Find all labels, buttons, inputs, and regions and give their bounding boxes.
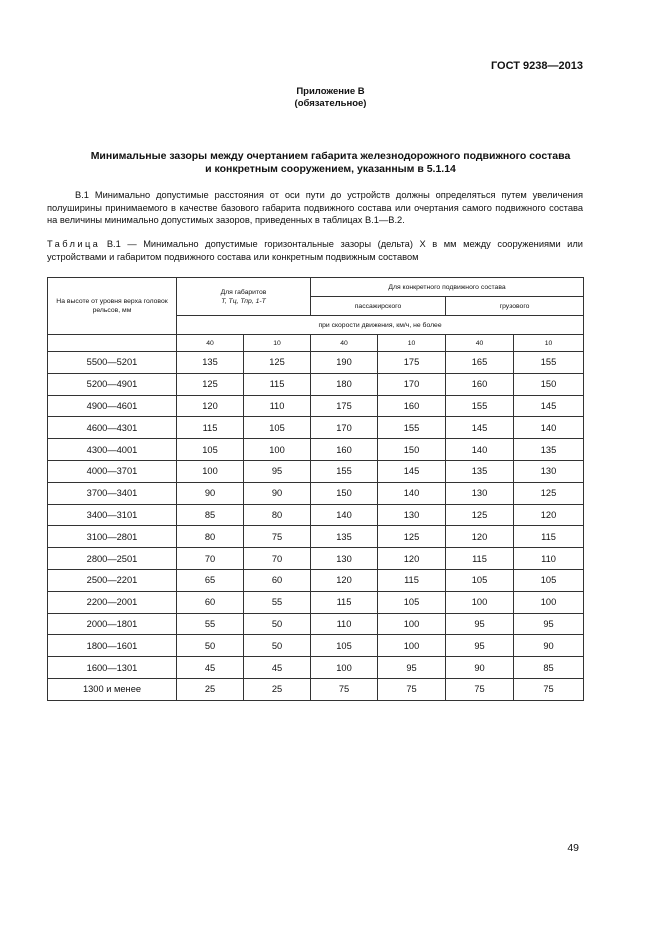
clearance-value-cell: 120 xyxy=(514,504,584,526)
clearance-value-cell: 90 xyxy=(177,482,244,504)
clearance-value-cell: 130 xyxy=(514,460,584,482)
table-row xyxy=(48,613,584,635)
table-body xyxy=(48,352,584,701)
clearance-value-cell: 155 xyxy=(446,395,514,417)
clearance-value-cell: 55 xyxy=(244,591,311,613)
section-title-line-1: Минимальные зазоры между очертанием габарита железнодорожного подвижного состава xyxy=(90,150,571,162)
height-range-cell: 2000—1801 xyxy=(48,613,177,635)
table-caption-text: В.1 — Минимально допустимые горизонтальные зазоры (дельта) X в мм между сооружениями или устройствами и габаритом подвижного состава или конкретным подвижным составом xyxy=(47,239,583,262)
table-row xyxy=(48,657,584,679)
body-paragraph: В.1 Минимально допустимые расстояния от оси пути до устройств должны определяться путем увеличения полуширины принимаемого в качестве базового габарита подвижного состава или очертания самого подвижного состава на величины минимально допустимых зазоров, приведенных в таблицах В.1—В.2. xyxy=(47,190,583,225)
clearance-value-cell: 170 xyxy=(378,373,446,395)
clearance-value-cell: 115 xyxy=(378,569,446,591)
table-row xyxy=(48,635,584,657)
clearance-value-cell: 180 xyxy=(311,373,378,395)
clearance-value-cell: 105 xyxy=(244,417,311,439)
clearance-value-cell: 75 xyxy=(378,678,446,700)
clearance-value-cell: 100 xyxy=(177,460,244,482)
clearance-value-cell: 155 xyxy=(514,352,584,374)
table-row xyxy=(48,395,584,417)
speed-value-cell: 40 xyxy=(446,335,514,352)
clearance-value-cell: 95 xyxy=(378,657,446,679)
clearance-value-cell: 60 xyxy=(177,591,244,613)
clearance-value-cell: 140 xyxy=(311,504,378,526)
table-row xyxy=(48,504,584,526)
height-range-cell: 2500—2201 xyxy=(48,569,177,591)
clearance-value-cell: 95 xyxy=(514,613,584,635)
clearance-value-cell: 100 xyxy=(514,591,584,613)
height-range-cell: 5500—5201 xyxy=(48,352,177,374)
clearance-table xyxy=(47,277,584,701)
clearance-value-cell: 100 xyxy=(446,591,514,613)
table-row xyxy=(48,373,584,395)
height-range-cell: 4600—4301 xyxy=(48,417,177,439)
clearance-value-cell: 110 xyxy=(311,613,378,635)
clearance-value-cell: 105 xyxy=(311,635,378,657)
height-range-cell: 3100—2801 xyxy=(48,526,177,548)
clearance-value-cell: 125 xyxy=(378,526,446,548)
table-row xyxy=(48,569,584,591)
clearance-value-cell: 140 xyxy=(514,417,584,439)
specific-stock-header: Для конкретного подвижного состава xyxy=(311,278,584,297)
clearance-value-cell: 190 xyxy=(311,352,378,374)
speed-header: при скорости движения, км/ч, не более xyxy=(177,316,584,335)
clearance-value-cell: 60 xyxy=(244,569,311,591)
height-range-cell: 1800—1601 xyxy=(48,635,177,657)
section-title-line-2: и конкретным сооружением, указанным в 5.1.14 xyxy=(205,163,456,175)
clearance-value-cell: 110 xyxy=(514,548,584,570)
clearance-value-cell: 65 xyxy=(177,569,244,591)
clearance-value-cell: 125 xyxy=(446,504,514,526)
clearance-value-cell: 135 xyxy=(311,526,378,548)
clearance-value-cell: 145 xyxy=(446,417,514,439)
height-range-cell: 2800—2501 xyxy=(48,548,177,570)
clearance-value-cell: 135 xyxy=(177,352,244,374)
clearance-value-cell: 120 xyxy=(177,395,244,417)
clearance-value-cell: 75 xyxy=(244,526,311,548)
clearance-value-cell: 125 xyxy=(514,482,584,504)
clearance-value-cell: 110 xyxy=(244,395,311,417)
annex-heading xyxy=(0,86,661,110)
annex-title: Приложение В xyxy=(296,86,365,97)
clearance-value-cell: 175 xyxy=(378,352,446,374)
clearance-value-cell: 25 xyxy=(244,678,311,700)
speed-empty-cell xyxy=(48,335,177,352)
clearance-value-cell: 90 xyxy=(446,657,514,679)
clearance-value-cell: 95 xyxy=(446,613,514,635)
clearance-value-cell: 100 xyxy=(378,635,446,657)
height-range-cell: 4900—4601 xyxy=(48,395,177,417)
clearance-value-cell: 75 xyxy=(446,678,514,700)
clearance-value-cell: 50 xyxy=(244,635,311,657)
annex-status: (обязательное) xyxy=(294,98,367,109)
clearance-value-cell: 140 xyxy=(446,439,514,461)
clearance-value-cell: 120 xyxy=(446,526,514,548)
clearance-value-cell: 80 xyxy=(177,526,244,548)
clearance-value-cell: 115 xyxy=(514,526,584,548)
clearance-value-cell: 160 xyxy=(378,395,446,417)
speed-value-cell: 10 xyxy=(244,335,311,352)
gauge-header-line-1: Для габаритов xyxy=(220,288,267,296)
clearance-value-cell: 175 xyxy=(311,395,378,417)
clearance-value-cell: 75 xyxy=(514,678,584,700)
speed-values-row xyxy=(48,335,584,352)
clearance-value-cell: 80 xyxy=(244,504,311,526)
clearance-value-cell: 165 xyxy=(446,352,514,374)
clearance-value-cell: 150 xyxy=(514,373,584,395)
clearance-value-cell: 70 xyxy=(244,548,311,570)
clearance-value-cell: 100 xyxy=(244,439,311,461)
clearance-value-cell: 160 xyxy=(446,373,514,395)
clearance-value-cell: 145 xyxy=(378,460,446,482)
speed-value-cell: 10 xyxy=(378,335,446,352)
table-row xyxy=(48,352,584,374)
passenger-header: пассажирского xyxy=(311,297,446,316)
table-row xyxy=(48,417,584,439)
table-row xyxy=(48,591,584,613)
clearance-value-cell: 160 xyxy=(311,439,378,461)
clearance-value-cell: 45 xyxy=(177,657,244,679)
clearance-value-cell: 50 xyxy=(244,613,311,635)
height-range-cell: 5200—4901 xyxy=(48,373,177,395)
page-number: 49 xyxy=(567,842,579,854)
table-row xyxy=(48,526,584,548)
clearance-value-cell: 115 xyxy=(311,591,378,613)
table-row xyxy=(48,678,584,700)
height-column-header: На высоте от уровня верха головок рельсов, мм xyxy=(48,278,177,335)
speed-value-cell: 40 xyxy=(177,335,244,352)
clearance-value-cell: 155 xyxy=(378,417,446,439)
height-range-cell: 1600—1301 xyxy=(48,657,177,679)
clearance-value-cell: 130 xyxy=(378,504,446,526)
height-range-cell: 4300—4001 xyxy=(48,439,177,461)
clearance-value-cell: 25 xyxy=(177,678,244,700)
clearance-value-cell: 115 xyxy=(244,373,311,395)
gauge-column-header xyxy=(177,278,311,316)
clearance-value-cell: 150 xyxy=(311,482,378,504)
height-range-cell: 2200—2001 xyxy=(48,591,177,613)
clearance-value-cell: 145 xyxy=(514,395,584,417)
height-range-cell: 4000—3701 xyxy=(48,460,177,482)
clearance-value-cell: 100 xyxy=(378,613,446,635)
clearance-value-cell: 75 xyxy=(311,678,378,700)
clearance-value-cell: 125 xyxy=(177,373,244,395)
clearance-value-cell: 105 xyxy=(514,569,584,591)
table-caption xyxy=(47,238,583,263)
clearance-value-cell: 95 xyxy=(446,635,514,657)
clearance-value-cell: 105 xyxy=(378,591,446,613)
clearance-value-cell: 50 xyxy=(177,635,244,657)
clearance-value-cell: 115 xyxy=(446,548,514,570)
document-code: ГОСТ 9238—2013 xyxy=(490,60,583,72)
clearance-value-cell: 155 xyxy=(311,460,378,482)
clearance-value-cell: 105 xyxy=(177,439,244,461)
clearance-value-cell: 85 xyxy=(514,657,584,679)
table-caption-label: Таблица xyxy=(47,239,101,249)
clearance-value-cell: 135 xyxy=(446,460,514,482)
clearance-value-cell: 170 xyxy=(311,417,378,439)
clearance-value-cell: 130 xyxy=(311,548,378,570)
height-range-cell: 3400—3101 xyxy=(48,504,177,526)
speed-value-cell: 10 xyxy=(514,335,584,352)
clearance-value-cell: 70 xyxy=(177,548,244,570)
clearance-value-cell: 125 xyxy=(244,352,311,374)
clearance-value-cell: 105 xyxy=(446,569,514,591)
table-row xyxy=(48,460,584,482)
height-range-cell: 3700—3401 xyxy=(48,482,177,504)
clearance-value-cell: 115 xyxy=(177,417,244,439)
gauge-header-line-2: Т, Тц, Тпр, 1-Т xyxy=(221,297,266,305)
clearance-value-cell: 120 xyxy=(311,569,378,591)
clearance-value-cell: 85 xyxy=(177,504,244,526)
clearance-value-cell: 130 xyxy=(446,482,514,504)
speed-value-cell: 40 xyxy=(311,335,378,352)
clearance-value-cell: 100 xyxy=(311,657,378,679)
clearance-value-cell: 90 xyxy=(244,482,311,504)
clearance-value-cell: 90 xyxy=(514,635,584,657)
clearance-value-cell: 55 xyxy=(177,613,244,635)
clearance-value-cell: 140 xyxy=(378,482,446,504)
table-row xyxy=(48,482,584,504)
freight-header: грузового xyxy=(446,297,584,316)
clearance-value-cell: 120 xyxy=(378,548,446,570)
clearance-value-cell: 135 xyxy=(514,439,584,461)
clearance-value-cell: 45 xyxy=(244,657,311,679)
table-row xyxy=(48,439,584,461)
table-row xyxy=(48,548,584,570)
clearance-value-cell: 150 xyxy=(378,439,446,461)
clearance-value-cell: 95 xyxy=(244,460,311,482)
section-title xyxy=(40,150,621,176)
height-range-cell: 1300 и менее xyxy=(48,678,177,700)
